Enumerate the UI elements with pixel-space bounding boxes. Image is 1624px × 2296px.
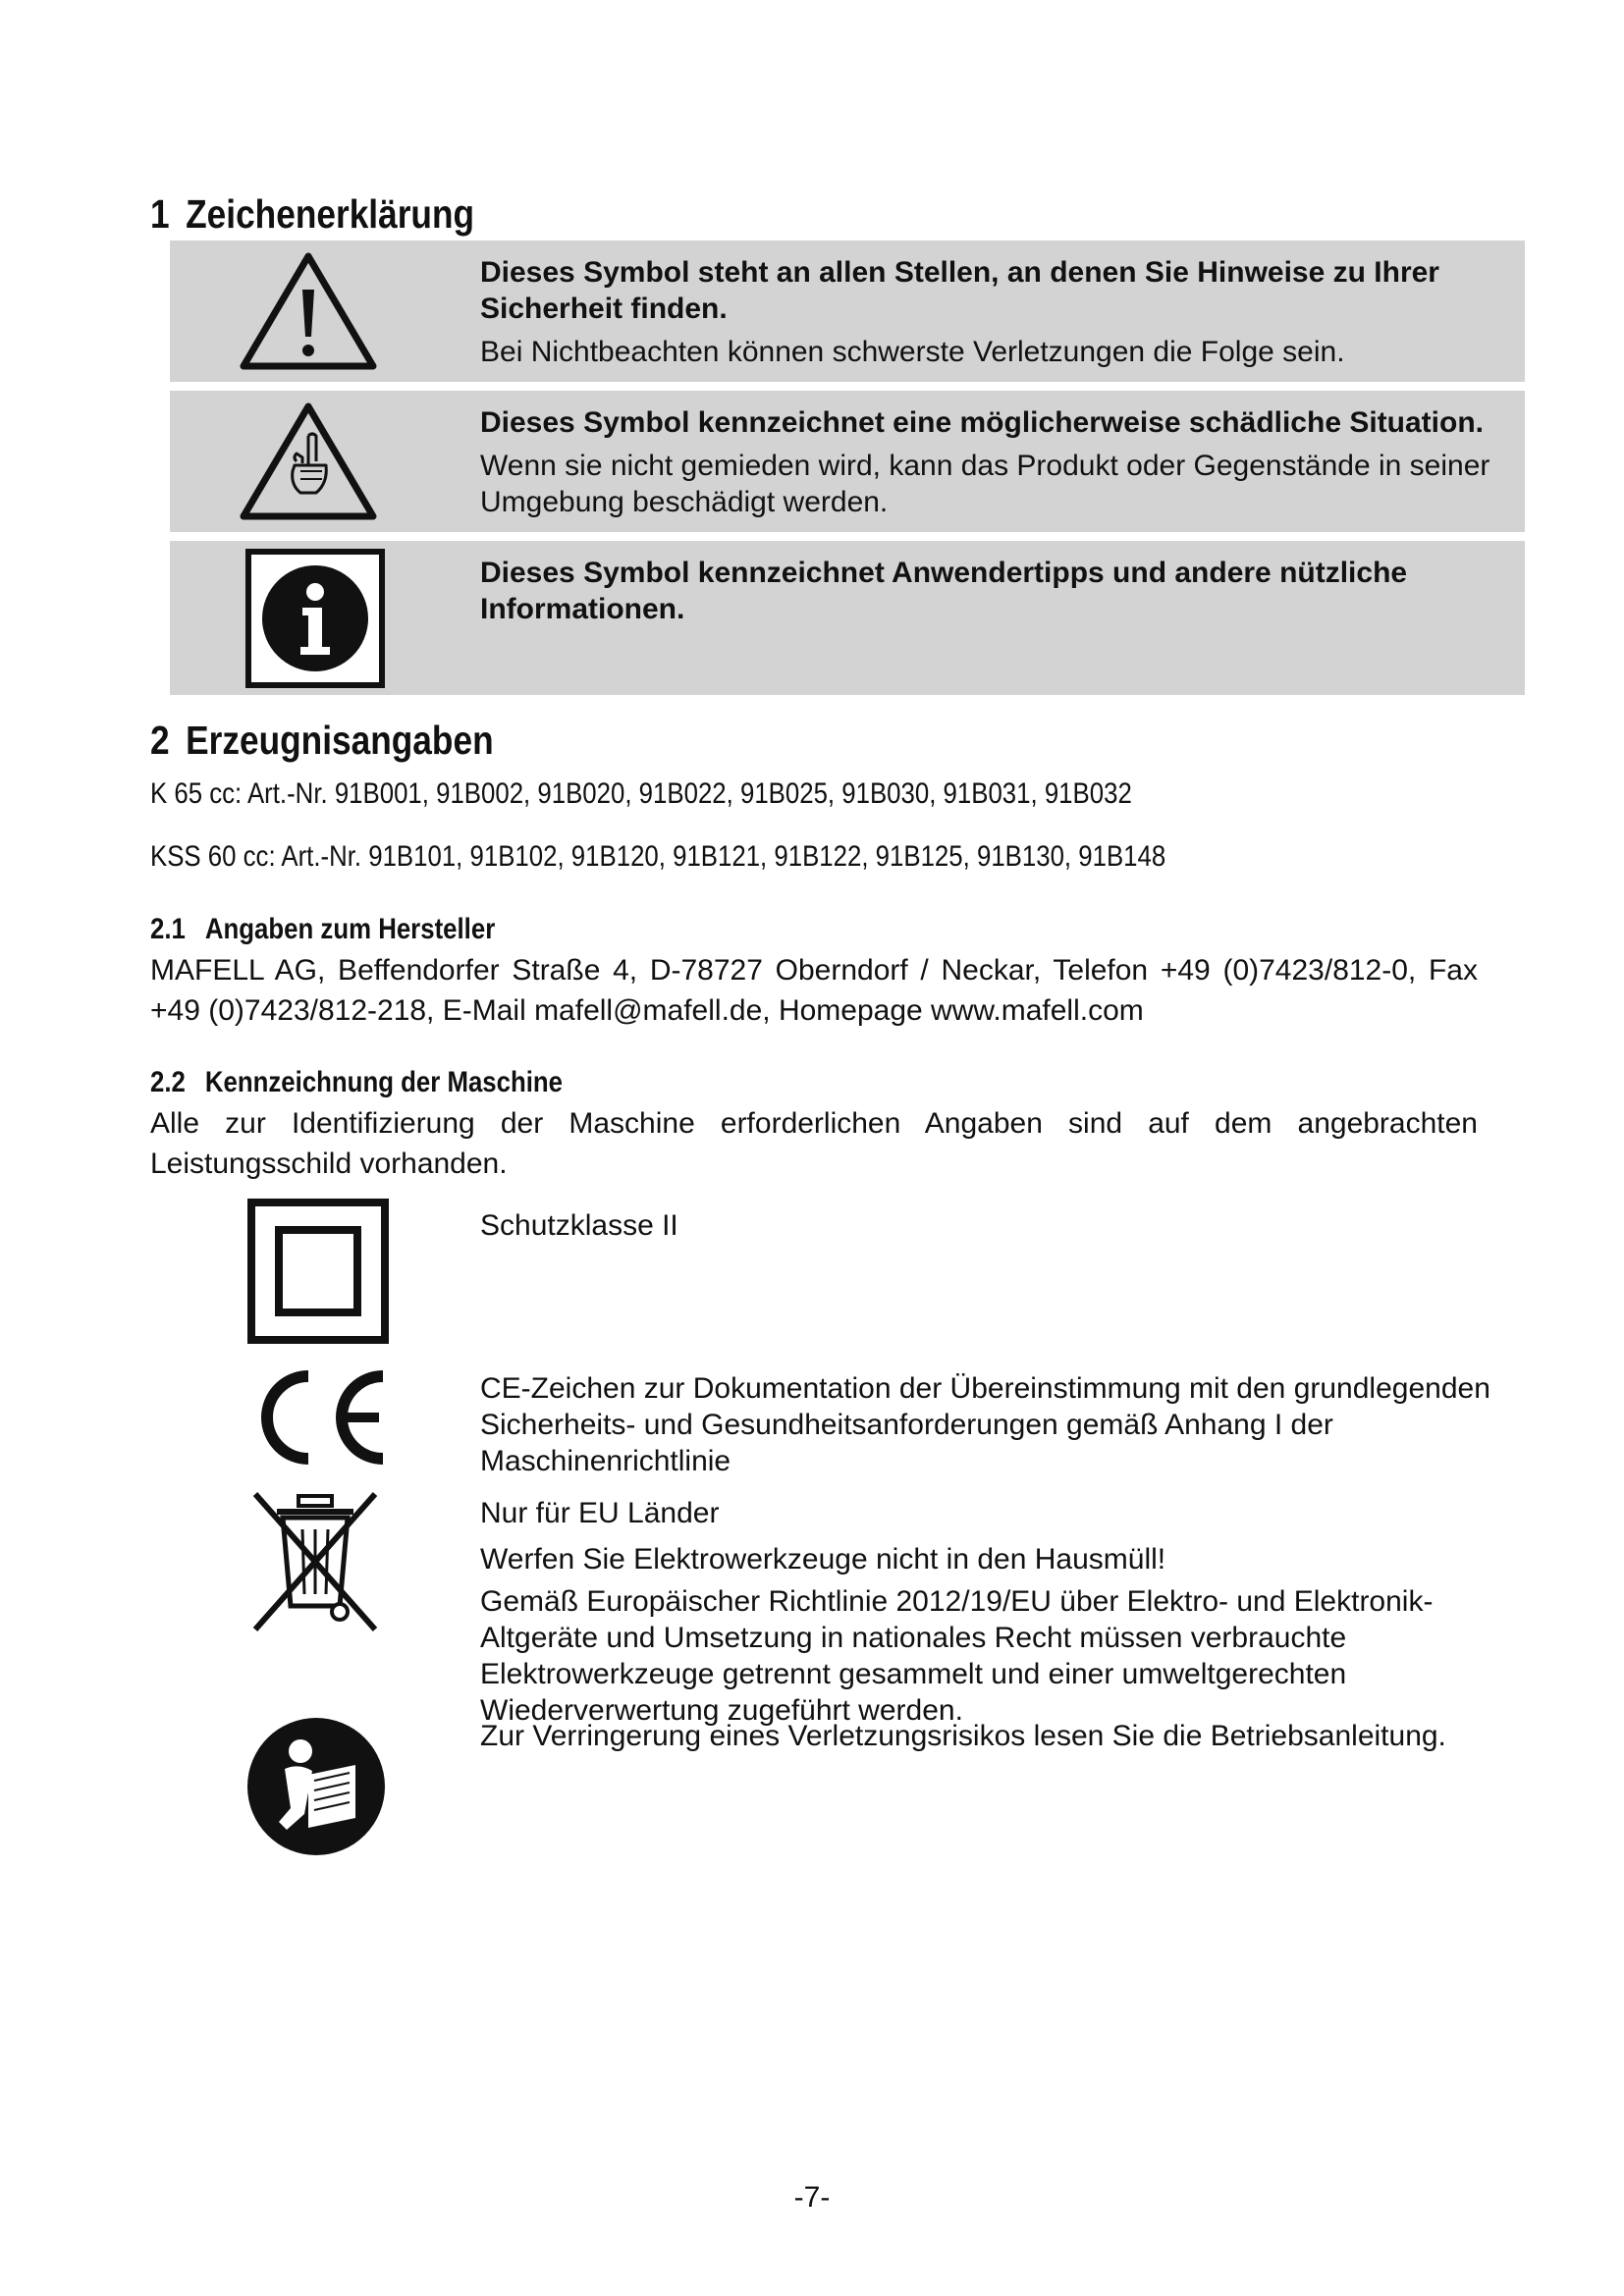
read-manual-text: Zur Verringerung eines Verletzungsrisikos lesen Sie die Betriebsanleitung. <box>480 1720 1446 1752</box>
manufacturer-text: MAFELL AG, Beffendorfer Straße 4, D-78727 Oberndorf / Neckar, Telefon +49 (0)7423/812-0, Fax +49 (0)7423/812-218, E-Mail mafell@mafell.de, Homepage www.mafell.com <box>150 954 1478 1027</box>
symbol-text: Bei Nichtbeachten können schwerste Verletzungen die Folge sein. <box>480 336 1345 368</box>
subsection-2-2-heading <box>150 1066 629 1099</box>
symbol-description <box>480 555 1521 627</box>
section-title: Erzeugnisangaben <box>186 718 494 763</box>
section-number: 1 <box>150 191 170 237</box>
symbol-description <box>480 254 1521 370</box>
subsection-title: Kennzeichnung der Maschine <box>204 1066 564 1098</box>
machine-identification-text: Alle zur Identifizierung der Maschine erforderlichen Angaben sind auf dem angebrachten Leistungsschild vorhanden. <box>150 1107 1478 1180</box>
symbol-text: Wenn sie nicht gemieden wird, kann das Produkt oder Gegenstände in seiner Umgebung beschädigt werden. <box>480 450 1490 518</box>
section-number: 2 <box>150 718 170 763</box>
symbol-title: Dieses Symbol kennzeichnet Anwendertipps und andere nützliche Informationen. <box>480 557 1408 625</box>
page-number: -7- <box>793 2181 831 2214</box>
subsection-2-1-heading <box>150 913 551 946</box>
symbol-title: Dieses Symbol kennzeichnet eine möglicherweise schädliche Situation. <box>480 406 1484 439</box>
subsection-number: 2.1 <box>150 913 186 945</box>
read-manual-icon <box>245 1716 387 1857</box>
article-numbers-k65: K 65 cc: Art.-Nr. 91B001, 91B002, 91B020, 91B022, 91B025, 91B030, 91B031, 91B032 <box>150 777 1132 810</box>
weee-line-1: Nur für EU Länder <box>480 1497 720 1529</box>
symbol-box-safety <box>170 240 1525 382</box>
ce-mark-text: CE-Zeichen zur Dokumentation der Übereinstimmung mit den grundlegenden Sicherheits- und Gesundheitsanforderungen gemäß Anhang I der Maschinenrichtlinie <box>480 1372 1490 1477</box>
protection-class-text: Schutzklasse II <box>480 1209 678 1242</box>
ce-mark-icon <box>247 1366 391 1468</box>
weee-line-2: Werfen Sie Elektrowerkzeuge nicht in den Hausmüll! <box>480 1543 1166 1575</box>
warning-triangle-icon <box>238 248 379 374</box>
info-icon <box>245 549 385 688</box>
section-title: Zeichenerklärung <box>186 191 475 237</box>
subsection-title: Angaben zum Hersteller <box>204 913 496 945</box>
section-1-heading <box>150 191 527 238</box>
hand-warning-icon <box>238 399 379 524</box>
crossed-bin-icon <box>249 1490 381 1633</box>
symbol-title: Dieses Symbol steht an allen Stellen, an denen Sie Hinweise zu Ihrer Sicherheit finden. <box>480 256 1439 325</box>
section-2-heading <box>150 718 550 764</box>
subsection-number: 2.2 <box>150 1066 186 1098</box>
weee-line-3: Gemäß Europäischer Richtlinie 2012/19/EU über Elektro- und Elektronik- Altgeräte und Umsetzung in nationales Recht müssen verbrauchte Elektrowerkzeuge getrennt gesammelt und einer umweltgerechten Wiederverwertung zugeführt werden. <box>480 1585 1434 1727</box>
protection-class-ii-icon <box>247 1199 389 1344</box>
symbol-description <box>480 404 1521 520</box>
article-numbers-kss60: KSS 60 cc: Art.-Nr. 91B101, 91B102, 91B120, 91B121, 91B122, 91B125, 91B130, 91B148 <box>150 840 1166 873</box>
symbol-box-info <box>170 541 1525 695</box>
symbol-box-damage <box>170 391 1525 532</box>
weee-text <box>480 1495 1521 1729</box>
